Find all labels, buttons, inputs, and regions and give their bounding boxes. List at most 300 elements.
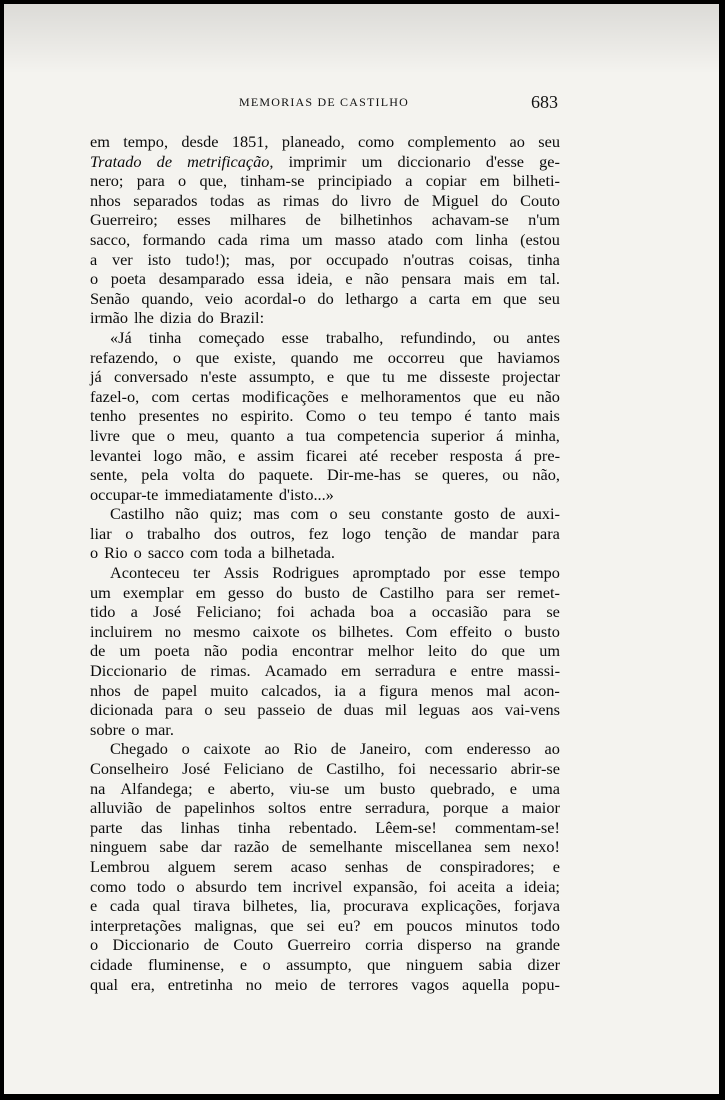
word: os: [311, 621, 327, 641]
word: em: [471, 288, 492, 308]
text-line: [90, 779, 560, 799]
word: de: [203, 935, 220, 955]
word: Castilho,: [326, 759, 385, 778]
word: logo: [341, 523, 371, 543]
word: a: [409, 288, 418, 308]
word: malignas,: [194, 915, 258, 935]
word: assumpto,: [249, 367, 315, 387]
word: e: [326, 367, 335, 387]
word: serem: [233, 856, 273, 876]
word: parte: [90, 817, 123, 837]
word: mar.: [145, 719, 174, 739]
word: tenção: [384, 523, 427, 543]
word: Senão: [90, 288, 130, 308]
word: por: [289, 249, 312, 269]
word: todo: [531, 915, 560, 935]
word: rima: [259, 229, 290, 249]
word: haviamos: [497, 347, 560, 367]
word: exemplar: [122, 582, 184, 602]
word: achavam-se: [431, 210, 509, 230]
word: linhas: [180, 817, 220, 837]
text-line: [90, 387, 560, 407]
word: de: [330, 739, 347, 759]
text-line: [90, 818, 560, 838]
text-line: [90, 446, 560, 466]
word: desamparado: [158, 269, 245, 289]
word: é: [464, 406, 472, 426]
word: que: [131, 425, 156, 445]
word: sacco,: [90, 229, 131, 249]
text-line: [90, 896, 560, 916]
word: tenho: [90, 406, 127, 426]
text-line: [90, 132, 560, 152]
word: entre: [319, 798, 352, 818]
word: em: [90, 132, 110, 151]
word: e: [341, 386, 349, 406]
word: Aconteceu: [110, 563, 180, 583]
word: ou: [493, 327, 510, 347]
text-line: [90, 308, 560, 328]
word: se: [546, 602, 560, 622]
word: nhos: [90, 680, 121, 700]
word: foi: [276, 602, 295, 622]
word: um: [361, 151, 383, 171]
word: das: [140, 817, 163, 837]
word: poeta: [154, 641, 190, 661]
word: mão,: [194, 445, 227, 465]
word: immediatamente: [164, 484, 273, 504]
word: constante: [381, 504, 443, 524]
word: e: [237, 445, 246, 465]
word: maior: [521, 798, 560, 818]
word: com: [189, 543, 218, 563]
text-line: [90, 210, 560, 230]
word: tinham-se: [240, 171, 305, 191]
word: de: [90, 641, 106, 661]
word: não: [365, 269, 389, 289]
word: explicações,: [421, 896, 502, 916]
word: do: [317, 288, 334, 308]
word: Castilho: [379, 582, 434, 602]
word: senhas: [344, 856, 389, 876]
text-line: [90, 524, 560, 544]
word: a: [405, 171, 413, 191]
word: occasião: [431, 602, 488, 622]
word: remet-: [517, 582, 560, 602]
text-line: [90, 720, 560, 740]
word: n'outras: [403, 249, 455, 269]
word: muito: [210, 680, 249, 700]
text-line: [90, 465, 560, 485]
word: n'este: [200, 367, 237, 387]
word: melhor: [367, 641, 414, 661]
word: entretinha: [167, 974, 233, 994]
word: papel: [162, 680, 198, 700]
word: mal: [486, 680, 511, 700]
word: um: [119, 641, 141, 661]
word: commentam-se!: [455, 817, 560, 837]
word: refazendo,: [90, 347, 159, 367]
word: não: [175, 504, 199, 524]
word: viu-se: [289, 778, 330, 798]
word: cada: [109, 896, 140, 916]
word: melhoramentos: [360, 386, 461, 406]
word: um: [539, 641, 560, 661]
word: para: [446, 582, 475, 602]
word: um: [344, 778, 365, 798]
word: em: [195, 582, 216, 602]
word: o: [172, 347, 182, 367]
word: o: [358, 406, 367, 426]
text-line: [90, 641, 560, 661]
word: porque: [442, 798, 489, 818]
word: do: [471, 641, 488, 661]
word: dizer: [527, 954, 560, 974]
text-line: [90, 935, 560, 955]
word: desde: [181, 132, 219, 151]
word: milhares: [230, 210, 287, 230]
word: semelhante: [309, 837, 383, 857]
word: acaso: [290, 856, 327, 876]
word: de: [281, 837, 297, 857]
text-line: [90, 367, 560, 387]
word: assim: [256, 445, 295, 465]
word: Brazil:: [219, 308, 265, 328]
word: em: [341, 661, 361, 681]
word: procurava: [343, 896, 409, 916]
word: Feliciano: [223, 759, 285, 778]
word: o: [504, 621, 513, 641]
word: sem: [484, 837, 511, 857]
word: uma: [531, 778, 560, 798]
word: tempo,: [123, 132, 169, 151]
word: entre: [470, 661, 504, 681]
word: qual: [152, 896, 181, 916]
word: que: [195, 347, 220, 367]
word: gesso: [227, 582, 264, 602]
word: bilhetada.: [271, 543, 336, 563]
word: tempo: [411, 406, 452, 426]
word: bilhetes,: [242, 896, 298, 916]
word: pela: [141, 465, 169, 485]
word: um: [90, 582, 111, 602]
word: que: [501, 641, 526, 661]
word: foi: [397, 759, 417, 778]
word: Diccionario: [112, 935, 190, 955]
word: o: [329, 504, 338, 524]
word: aos: [471, 700, 494, 720]
word: o: [133, 543, 142, 563]
word: logo: [153, 445, 183, 465]
word: serradura: [375, 661, 436, 681]
book-page: [4, 4, 719, 1094]
word: antes: [526, 327, 560, 347]
word: tempo: [519, 563, 560, 583]
word: Alfandega;: [120, 778, 193, 798]
text-line: [90, 191, 560, 211]
word: do: [197, 308, 214, 328]
word: e: [90, 896, 98, 916]
word: de: [352, 582, 368, 602]
word: tudo!);: [185, 249, 230, 269]
text-line: [90, 759, 560, 779]
word: do: [228, 465, 245, 485]
word: todas: [210, 190, 245, 210]
word: busto: [304, 582, 340, 602]
word: com: [151, 386, 180, 406]
word: mil: [385, 700, 407, 720]
word: na: [486, 935, 502, 955]
word: meio: [274, 974, 308, 994]
word: dar: [200, 837, 222, 857]
word: queres,: [441, 465, 489, 485]
text-line: [90, 798, 560, 818]
text-line: [90, 916, 560, 936]
word: levantei: [90, 445, 142, 465]
word: mesmo: [193, 621, 241, 641]
word: expansão,: [353, 876, 418, 896]
word: mandar: [469, 523, 519, 543]
word: a: [409, 602, 417, 622]
running-head: [90, 92, 558, 118]
word: de: [440, 523, 456, 543]
word: ideia,: [296, 269, 333, 289]
word: o: [181, 739, 190, 759]
word: liar: [90, 523, 112, 543]
word: competencia: [337, 425, 420, 445]
word: qual: [90, 974, 119, 994]
word: massi-: [517, 661, 560, 681]
text-line: [90, 837, 560, 857]
word: se: [414, 465, 429, 485]
word: aquella: [462, 974, 510, 994]
word: resposta: [449, 445, 503, 465]
word: lethargo: [345, 288, 399, 308]
word: calcados,: [261, 680, 322, 700]
word: cada: [217, 229, 248, 249]
word: ao: [544, 739, 560, 759]
word: quando,: [141, 288, 194, 308]
text-line: [90, 543, 560, 563]
word: Janeiro,: [359, 739, 411, 759]
word: seu: [538, 288, 560, 308]
word: bilheti-: [512, 171, 560, 191]
word: existe,: [233, 347, 276, 367]
word: com: [290, 504, 319, 524]
word: do: [331, 190, 349, 210]
word: pre-: [533, 445, 560, 465]
word: Chegado: [110, 739, 168, 759]
word: a: [501, 798, 509, 818]
word: fazel-o,: [90, 386, 140, 406]
word: occupado: [326, 249, 389, 269]
word: era,: [130, 974, 155, 994]
word: Feliciano;: [196, 602, 262, 622]
word: poucos: [406, 915, 453, 935]
word: occorreu: [387, 347, 445, 367]
word: que: [367, 954, 391, 974]
word: de: [403, 190, 420, 210]
word: ia: [334, 680, 346, 700]
word: eu: [508, 386, 525, 406]
word: em: [507, 269, 528, 289]
word: já: [90, 367, 102, 387]
word: (estou: [520, 229, 560, 249]
word: certas: [191, 386, 230, 406]
word: fez: [308, 523, 329, 543]
word: de: [406, 856, 422, 876]
word: complemento: [407, 132, 497, 151]
word: planeado,: [281, 132, 345, 151]
word: nhos: [90, 190, 121, 210]
word: a: [90, 249, 98, 269]
word: Couto: [233, 935, 274, 955]
word: cidade: [90, 954, 133, 974]
word: Dir-me-has: [327, 465, 401, 485]
text-line: [90, 622, 560, 642]
word: auxi-: [526, 504, 560, 524]
word: me: [353, 347, 374, 367]
word: a: [358, 680, 367, 700]
word: que: [503, 288, 527, 308]
word: gosto: [453, 504, 490, 524]
word: o: [262, 954, 271, 974]
word: sei: [306, 915, 325, 935]
word: poeta: [110, 269, 147, 289]
word: minha,: [515, 425, 560, 445]
word: carta: [428, 288, 461, 308]
word: fluminense,: [147, 954, 225, 974]
word: popu-: [521, 974, 560, 994]
word: sabe: [159, 837, 189, 857]
word: coisas,: [468, 249, 513, 269]
word: toda: [224, 543, 253, 563]
word: espirito.: [240, 406, 294, 426]
word: tu: [382, 367, 395, 387]
word: e: [239, 954, 248, 974]
word: o: [90, 543, 99, 563]
word: de: [133, 680, 150, 700]
word: a: [130, 602, 138, 622]
word: corria: [365, 935, 404, 955]
word: quiz;: [209, 504, 243, 524]
word: paquete.: [258, 465, 314, 485]
word: razão: [233, 837, 270, 857]
word: para: [503, 602, 532, 622]
word: e: [207, 778, 215, 798]
text-line: [90, 328, 560, 348]
word: acordal-o: [244, 288, 306, 308]
word: dicionada: [90, 700, 154, 720]
word: Miguel: [431, 190, 479, 210]
word: e: [449, 661, 457, 681]
word: busto: [524, 621, 560, 641]
word: o: [166, 425, 175, 445]
word: sente,: [90, 465, 128, 485]
word: quebrado,: [430, 778, 495, 798]
word: para: [531, 523, 560, 543]
word: assumpto,: [286, 954, 352, 974]
word: ou: [502, 465, 519, 485]
word: seu: [224, 700, 246, 720]
word: grande: [515, 935, 560, 955]
word: rebentado.: [288, 817, 358, 837]
text-line: [90, 348, 560, 368]
word: como: [90, 876, 127, 896]
word: papelinhos: [184, 798, 255, 818]
word: forjava: [513, 896, 560, 916]
word: as: [256, 190, 271, 210]
word: ge-: [539, 151, 560, 171]
word: de: [180, 661, 197, 681]
word: ao: [264, 739, 280, 759]
word: mas: [253, 504, 280, 524]
word: eu?: [337, 915, 361, 935]
word: a: [286, 425, 294, 445]
word: não: [536, 386, 560, 406]
word: Rodrigues: [272, 563, 340, 583]
word: leguas: [418, 700, 460, 720]
word: necessario: [429, 759, 498, 778]
text-line: [90, 975, 560, 995]
word: Tratado: [90, 151, 142, 171]
word: vagos: [411, 974, 450, 994]
word: volta: [182, 465, 215, 485]
word: copiar: [425, 171, 467, 191]
word: Rio: [104, 543, 128, 563]
word: e: [552, 856, 560, 876]
word: Como: [305, 406, 346, 426]
word: não: [203, 641, 228, 661]
word: e: [509, 778, 517, 798]
word: que: [459, 347, 483, 367]
running-title: MEMORIAS DE CASTILHO: [238, 95, 409, 109]
word: ao: [509, 132, 525, 151]
word: d'esse: [485, 151, 525, 171]
word: ninguem: [406, 954, 464, 974]
word: o: [125, 523, 134, 543]
word: ninguem: [90, 837, 147, 857]
word: mais: [529, 406, 560, 426]
word: Couto: [520, 190, 560, 210]
word: apromptado: [352, 563, 431, 583]
word: por: [443, 563, 466, 583]
word: duas: [343, 700, 374, 720]
word: modificações: [241, 386, 329, 406]
word: teu: [378, 406, 399, 426]
word: meu,: [186, 425, 219, 445]
word: Conselheiro: [90, 759, 169, 778]
word: alluvião: [90, 798, 143, 818]
word: atado: [387, 229, 424, 249]
word: não,: [532, 465, 560, 485]
word: em: [479, 171, 500, 191]
word: acon-: [523, 680, 560, 700]
word: tal.: [539, 269, 560, 289]
body-text: [90, 132, 560, 994]
text-line: [90, 681, 560, 701]
word: Lembrou: [90, 856, 150, 876]
word: na: [90, 778, 106, 798]
word: tirava: [193, 896, 231, 916]
word: um: [301, 229, 323, 249]
word: com: [435, 229, 464, 249]
word: de: [155, 798, 172, 818]
word: sobre: [90, 719, 126, 739]
word: leito: [427, 641, 457, 661]
text-line: [90, 563, 560, 583]
word: trabalho,: [325, 327, 384, 347]
